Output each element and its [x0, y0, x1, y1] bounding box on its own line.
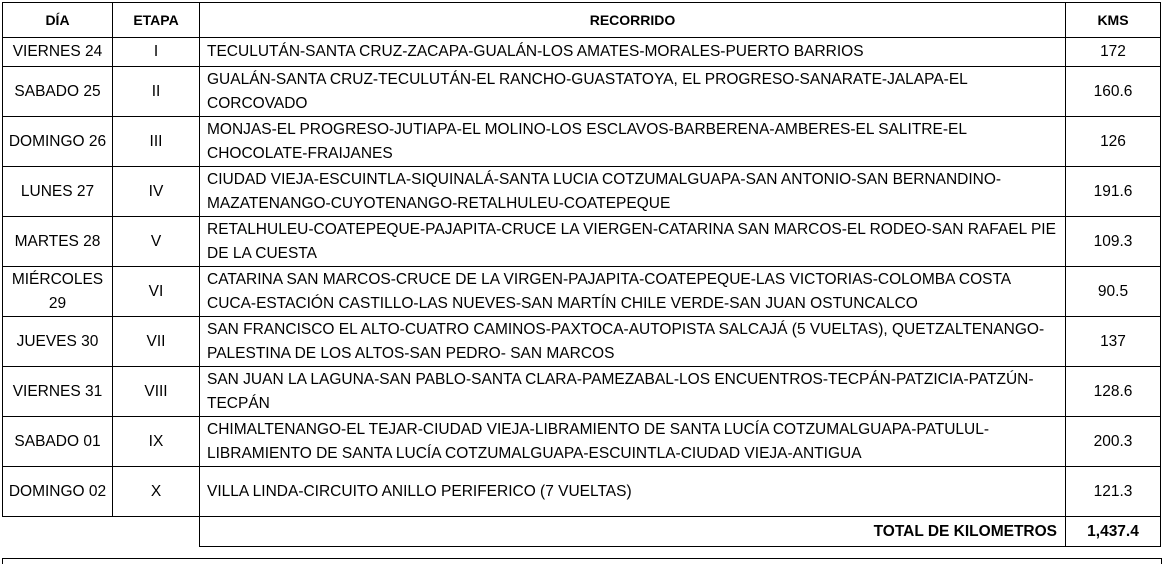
route-table [2, 2, 1161, 547]
table-row [3, 317, 1161, 367]
table-row [3, 417, 1161, 467]
day-cell: SABADO 25 [3, 67, 113, 117]
header-route: RECORRIDO [200, 3, 1066, 38]
stage-cell: VI [113, 267, 200, 317]
route-cell: VILLA LINDA-CIRCUITO ANILLO PERIFERICO (7 VUELTAS) [200, 467, 1066, 517]
stage-cell: IX [113, 417, 200, 467]
stage-cell: I [113, 38, 200, 67]
stage-cell: IV [113, 167, 200, 217]
header-day: DÍA [3, 3, 113, 38]
day-cell: MIÉRCOLES 29 [3, 267, 113, 317]
day-cell: DOMINGO 26 [3, 117, 113, 167]
km-cell: 172 [1066, 38, 1161, 67]
route-cell: RETALHULEU-COATEPEQUE-PAJAPITA-CRUCE LA VIERGEN-CATARINA SAN MARCOS-EL RODEO-SAN RAFAEL PIE DE LA CUESTA [200, 217, 1066, 267]
total-label: TOTAL DE KILOMETROS [200, 517, 1066, 547]
km-cell: 90.5 [1066, 267, 1161, 317]
day-cell: DOMINGO 02 [3, 467, 113, 517]
table-row [3, 117, 1161, 167]
km-cell: 137 [1066, 317, 1161, 367]
route-cell: TECULUTÁN-SANTA CRUZ-ZACAPA-GUALÁN-LOS AMATES-MORALES-PUERTO BARRIOS [200, 38, 1066, 67]
km-cell: 128.6 [1066, 367, 1161, 417]
header-stage: ETAPA [113, 3, 200, 38]
day-cell: SABADO 01 [3, 417, 113, 467]
table-body [3, 38, 1161, 517]
table-row [3, 367, 1161, 417]
stage-cell: III [113, 117, 200, 167]
header-km: KMS [1066, 3, 1161, 38]
table-row [3, 38, 1161, 67]
table-row [3, 467, 1161, 517]
stage-cell: VIII [113, 367, 200, 417]
km-cell: 191.6 [1066, 167, 1161, 217]
table-row [3, 67, 1161, 117]
table-row [3, 167, 1161, 217]
table-row [3, 217, 1161, 267]
total-value: 1,437.4 [1066, 517, 1161, 547]
km-cell: 160.6 [1066, 67, 1161, 117]
day-cell: JUEVES 30 [3, 317, 113, 367]
bottom-border [2, 558, 1162, 564]
table-row [3, 267, 1161, 317]
route-cell: GUALÁN-SANTA CRUZ-TECULUTÁN-EL RANCHO-GUASTATOYA, EL PROGRESO-SANARATE-JALAPA-EL CORCOVADO [200, 67, 1066, 117]
total-row [3, 517, 1161, 547]
day-cell: VIERNES 31 [3, 367, 113, 417]
km-cell: 109.3 [1066, 217, 1161, 267]
route-cell: CHIMALTENANGO-EL TEJAR-CIUDAD VIEJA-LIBRAMIENTO DE SANTA LUCÍA COTZUMALGUAPA-PATULUL-LIBRAMIENTO DE SANTA LUCÍA COTZUMALGUAPA-ESCUINTLA-CIUDAD VIEJA-ANTIGUA [200, 417, 1066, 467]
day-cell: LUNES 27 [3, 167, 113, 217]
header-row [3, 3, 1161, 38]
day-cell: VIERNES 24 [3, 38, 113, 67]
km-cell: 126 [1066, 117, 1161, 167]
route-cell: SAN FRANCISCO EL ALTO-CUATRO CAMINOS-PAXTOCA-AUTOPISTA SALCAJÁ (5 VUELTAS), QUETZALTENANGO-PALESTINA DE LOS ALTOS-SAN PEDRO- SAN MARCOS [200, 317, 1066, 367]
km-cell: 200.3 [1066, 417, 1161, 467]
day-cell: MARTES 28 [3, 217, 113, 267]
route-cell: SAN JUAN LA LAGUNA-SAN PABLO-SANTA CLARA-PAMEZABAL-LOS ENCUENTROS-TECPÁN-PATZICIA-PATZÚN-TECPÁN [200, 367, 1066, 417]
route-cell: CIUDAD VIEJA-ESCUINTLA-SIQUINALÁ-SANTA LUCIA COTZUMALGUAPA-SAN ANTONIO-SAN BERNANDINO-MAZATENANGO-CUYOTENANGO-RETALHULEU-COATEPEQUE [200, 167, 1066, 217]
stage-cell: V [113, 217, 200, 267]
stage-cell: X [113, 467, 200, 517]
route-cell: CATARINA SAN MARCOS-CRUCE DE LA VIRGEN-PAJAPITA-COATEPEQUE-LAS VICTORIAS-COLOMBA COSTA CUCA-ESTACIÓN CASTILLO-LAS NUEVES-SAN MARTÍN CHILE VERDE-SAN JUAN OSTUNCALCO [200, 267, 1066, 317]
route-cell: MONJAS-EL PROGRESO-JUTIAPA-EL MOLINO-LOS ESCLAVOS-BARBERENA-AMBERES-EL SALITRE-EL CHOCOLATE-FRAIJANES [200, 117, 1066, 167]
stage-cell: VII [113, 317, 200, 367]
stage-cell: II [113, 67, 200, 117]
km-cell: 121.3 [1066, 467, 1161, 517]
